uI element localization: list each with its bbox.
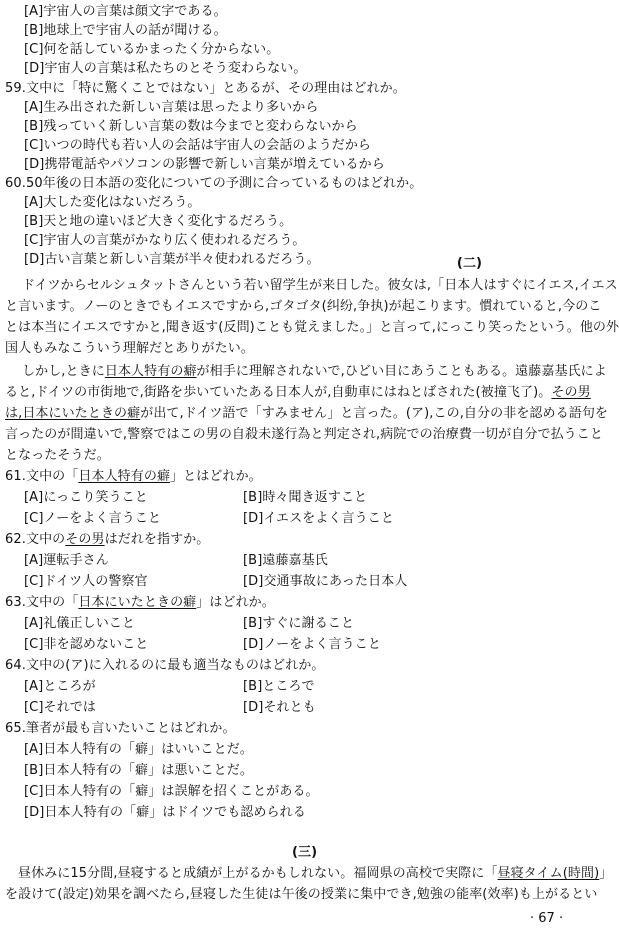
passage2-line-6: ると,ドイツの市街地で,街路を歩いていたある日本人が,自動車にはねとばされた(被撞飞了)。その男 xyxy=(5,385,591,400)
underline-hirune-time: 昼寝タイム(時間) xyxy=(497,866,600,881)
q65-option-b: [B]日本人特有の「癖」は悪いことだ。 xyxy=(24,763,253,778)
q63-option-c: [C]非を認めないこと xyxy=(24,637,149,652)
q58-option-b: [B]地球上で宇宙人の話が聞ける。 xyxy=(24,23,227,38)
passage2-line-9: となったそうだ。 xyxy=(5,448,110,463)
underline-nihonjin-tokuyu-no-kuse: 日本人特有の癖 xyxy=(104,364,197,379)
q64-option-c: [C]それでは xyxy=(24,700,96,715)
passage3-line-1: 昼休みに15分間,昼寝すると成績が上がるかもしれない。福岡県の高校で実際に「昼寝タイム(時間)」 xyxy=(18,866,613,881)
section-3-heading: (三) xyxy=(292,845,318,860)
q59-option-a: [A]生み出された新しい言葉は思ったより多いから xyxy=(24,100,319,115)
q58-option-d: [D]宇宙人の言葉は私たちのとそう変わらない。 xyxy=(24,61,307,76)
q64-option-d: [D]それとも xyxy=(243,700,316,715)
q61-option-a: [A]にっこり笑うこと xyxy=(24,490,148,505)
q63-option-d: [D]ノーをよく言うこと xyxy=(243,637,381,652)
q64-option-a: [A]ところが xyxy=(24,679,96,694)
passage2-line-1: ドイツからセルシュタットさんという若い留学生が来日した。彼女は,「日本人はすぐにイエス,イエス xyxy=(22,278,618,293)
q65-option-d: [D]日本人特有の「癖」はドイツでも認められる xyxy=(24,805,306,820)
q59-option-b: [B]残っていく新しい言葉の数は今までと変わらないから xyxy=(24,119,358,134)
q62-option-c: [C]ドイツ人の警察官 xyxy=(24,574,148,589)
q63-option-b: [B]すぐに謝ること xyxy=(243,616,355,631)
q63-option-a: [A]礼儀正しいこと xyxy=(24,616,136,631)
q63-stem: 63.文中の「日本にいたときの癖」はどれか。 xyxy=(5,595,275,610)
passage2-line-4: 国人もみなこういう理解だとありがたい。 xyxy=(5,341,254,356)
q59-option-c: [C]いつの時代も若い人の会話は宇宙人の会話のようだから xyxy=(24,138,372,153)
q61-stem: 61.文中の「日本人特有の癖」とはどれか。 xyxy=(5,469,262,484)
passage2-line-7: は,日本にいたときの癖が出て,ドイツ語で「すみません」と言った。(ア),この,自分の非を認める語句を xyxy=(5,406,609,421)
passage2-line-3: とは本当にイエスですかと,聞き返す(反問)ことも覚えました。」と言って,にっこり笑ったという。他の外 xyxy=(5,320,619,335)
underline-sono-otoko: その男 xyxy=(551,385,591,400)
page-number: · 67 · xyxy=(530,911,564,926)
section-2-heading: (二) xyxy=(456,256,483,271)
q60-option-c: [C]宇宙人の言葉がかなり広く使われるだろう。 xyxy=(24,233,306,248)
passage2-line-5: しかし,ときに日本人特有の癖が相手に理解されないで,ひどい目にあうこともある。遠藤嘉基氏によ xyxy=(22,364,607,379)
q62-option-a: [A]運転手さん xyxy=(24,553,109,568)
q62-stem: 62.文中のその男はだれを指すか。 xyxy=(5,532,210,547)
q65-option-a: [A]日本人特有の「癖」はいいことだ。 xyxy=(24,742,253,757)
q62-option-d: [D]交通事故にあった日本人 xyxy=(243,574,408,589)
q59-option-d: [D]携帯電話やパソコンの影響で新しい言葉が増えているから xyxy=(24,157,385,172)
q61-option-c: [C]ノーをよく言うこと xyxy=(24,511,162,526)
q65-stem: 65.筆者が最も言いたいことはどれか。 xyxy=(5,721,236,736)
q58-option-c: [C]何を話しているかまったく分からない。 xyxy=(24,42,280,57)
passage3-line-2: を設けて(設定)効果を調べたら,昼寝した生徒は午後の授業に集中でき,勉強の能率(效率)も上がるとい xyxy=(5,887,598,902)
q61-option-b: [B]時々聞き返すこと xyxy=(243,490,368,505)
q61-option-d: [D]イエスをよく言うこと xyxy=(243,511,394,526)
q64-option-b: [B]ところで xyxy=(243,679,315,694)
q64-stem: 64.文中の(ア)に入れるのに最も適当なものはどれか。 xyxy=(5,658,325,673)
passage2-line-2: と言います。ノーのときでもイエスですから,ゴタゴタ(纠纷,争执)が起こります。慣れていると,今のこ xyxy=(5,299,602,314)
passage2-line-8: 言ったのが間違いで,警察ではこの男の自殺未遂行為と判定され,病院での治療費一切が自分で払うこと xyxy=(5,427,603,442)
q62-option-b: [B]遠藤嘉基氏 xyxy=(243,553,328,568)
q60-option-d: [D]古い言葉と新しい言葉が半々使われるだろう。 xyxy=(24,252,320,267)
q58-option-a: [A]宇宙人の言葉は顔文字である。 xyxy=(24,4,227,19)
q60-option-a: [A]大した変化はないだろう。 xyxy=(24,195,201,210)
q60-option-b: [B]天と地の違いほど大きく変化するだろう。 xyxy=(24,214,293,229)
q65-option-c: [C]日本人特有の「癖」は誤解を招くことがある。 xyxy=(24,784,319,799)
q59-stem: 59.文中に「特に驚くことではない」とあるが、その理由はどれか。 xyxy=(5,81,406,96)
underline-nihon-ni-ita-toki-no-kuse: は,日本にいたときの癖 xyxy=(5,406,141,421)
q60-stem: 60.50年後の日本語の変化についての予測に合っているものはどれか。 xyxy=(5,176,423,191)
